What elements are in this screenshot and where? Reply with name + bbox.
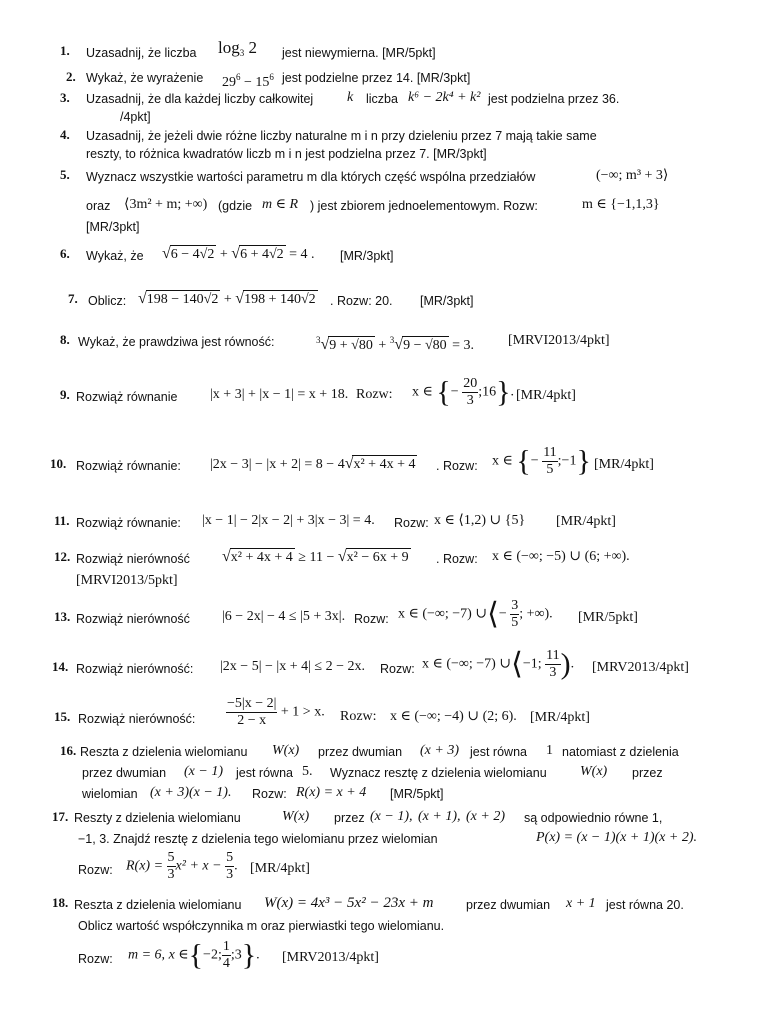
rozw-label: . Rozw:: [436, 459, 478, 473]
problem-text-c: jest równa: [470, 745, 527, 759]
math-log: $\log_3 2$: [218, 38, 257, 58]
problem-number: 16.: [60, 743, 77, 758]
math-poly: W(x): [282, 809, 310, 824]
points-tag: [MR/3pkt]: [86, 220, 140, 234]
problem-text: Wykaż, że prawdziwa jest równość:: [78, 335, 275, 349]
points-tag: [MR/3pkt]: [340, 249, 394, 263]
answer: x ∈ (−∞; −7) ∪⟨−1; $\frac{11}{3}$ ).: [422, 647, 575, 681]
problem-text-b: przez: [334, 811, 365, 825]
math-inequality: √x² + 4x + 4 ≥ 11 − √x² − 6x + 9: [222, 548, 409, 565]
problem-number: 13.: [54, 609, 71, 624]
problem-text: Reszta z dzielenia wielomianu: [80, 745, 248, 759]
math-condition: m ∈ R: [262, 197, 299, 212]
math-poly-2: W(x): [580, 764, 608, 779]
problem-text-2: jest niewymierna. [MR/5pkt]: [282, 46, 436, 60]
problem-text-2: liczba: [366, 92, 398, 106]
problem-number: 3.: [60, 90, 70, 105]
points-tag: [MR/4pkt]: [516, 388, 576, 403]
math-divisor-3: (x + 3)(x − 1).: [150, 785, 232, 800]
answer: m ∈ {−1,1,3}: [582, 197, 660, 212]
problem-number: 17.: [52, 809, 69, 824]
answer: x ∈ (−∞; −7) ∪⟨− $\frac{3}{5}$ ; +∞).: [398, 597, 553, 631]
problem-number: 11.: [54, 513, 70, 528]
problem-text-3a: wielomian: [82, 787, 138, 801]
problem-text: Uzasadnij, że jeżeli dwie różne liczby naturalne m i n przy dzieleniu przez 7 mają takie same: [86, 129, 597, 143]
points-tag: [MRVI2013/5pkt]: [76, 573, 178, 588]
math-var: k: [347, 90, 354, 105]
problem-number: 14.: [52, 659, 69, 674]
problem-text: Rozwiąż równanie:: [76, 459, 181, 473]
math-divisor-1: (x − 1),: [370, 809, 413, 824]
problem-text-3: (gdzie: [218, 199, 253, 213]
rozw-label: Rozw:: [78, 863, 113, 877]
problem-text-2: reszty, to różnica kwadratów liczb m i n jest podzielna przez 7. [MR/3pkt]: [86, 147, 487, 161]
problem-text-b: przez dwumian: [466, 898, 551, 912]
points-tag: /4pkt]: [120, 110, 151, 124]
points-tag: [MR/4pkt]: [530, 710, 590, 725]
points-tag: [MR/4pkt]: [594, 457, 654, 472]
problem-number: 10.: [50, 456, 67, 471]
rozw-label: Rozw:: [252, 787, 287, 801]
problem-text-2a: przez dwumian: [82, 766, 167, 780]
math-divisor-3: (x + 2): [466, 809, 505, 824]
problem-number: 12.: [54, 549, 71, 564]
math-value-2: 5.: [302, 764, 313, 779]
answer: R(x) = x + 4: [296, 785, 367, 800]
points-tag: [MRV2013/4pkt]: [282, 950, 379, 965]
answer: x ∈ (−∞; −5) ∪ (6; +∞).: [492, 549, 630, 564]
math-interval-2: ⟨3m² + m; +∞): [124, 197, 208, 212]
points-tag: [MR/4pkt]: [556, 514, 616, 529]
rozw-label: Rozw:: [394, 516, 429, 530]
points-tag: [MR/5pkt]: [578, 610, 638, 625]
points-tag: [MRV2013/4pkt]: [592, 660, 689, 675]
math-divisor: x + 1: [566, 896, 596, 911]
rozw-label: Rozw:: [354, 612, 389, 626]
problem-text-2c: Wyznacz resztę z dzielenia wielomianu: [330, 766, 547, 780]
rozw-label: Rozw:: [78, 952, 113, 966]
problem-text: Rozwiąż nierówność:: [78, 712, 196, 726]
math-inequality: |2x − 5| − |x + 4| ≤ 2 − 2x.: [220, 659, 365, 674]
problem-number: 4.: [60, 127, 70, 142]
points-tag: [MRVI2013/4pkt]: [508, 333, 610, 348]
math-expression: $^3$√9 + √80 + $^3$√9 − √80 = 3.: [316, 335, 475, 353]
points-tag: [MR/4pkt]: [250, 861, 310, 876]
math-interval: (−∞; m³ + 3⟩: [596, 168, 669, 183]
math-divisor: (x + 3): [420, 743, 459, 758]
answer: m = 6, x ∈{−2; $\frac{1}{4}$ ;3}.: [128, 938, 260, 972]
problem-number: 8.: [60, 332, 70, 347]
answer: x ∈ {− $\frac{11}{5}$ ;−1}: [492, 444, 591, 478]
problem-number: 18.: [52, 895, 69, 910]
problem-text-4: ) jest zbiorem jednoelementowym. Rozw:: [310, 199, 538, 213]
math-divisor-2: (x − 1): [184, 764, 223, 779]
problem-text-2b: jest równa: [236, 766, 293, 780]
problem-text: Reszty z dzielenia wielomianu: [74, 811, 241, 825]
math-expression: √198 − 140√2 + √198 + 140√2: [138, 290, 316, 307]
math-inequality: $\frac{-5|x - 2|}{2 - x}$ + 1 > x.: [227, 696, 325, 728]
math-equation: |x + 3| + |x − 1| = x + 18.: [210, 387, 349, 402]
problem-text: Wykaż, że wyrażenie: [86, 71, 204, 85]
answer: x ∈ {− $\frac{20}{3}$ ;16}.: [412, 375, 514, 409]
math-divisor-2: (x + 1),: [418, 809, 461, 824]
problem-text: Rozwiąż równanie:: [76, 516, 181, 530]
problem-text: Rozwiąż nierówność:: [76, 662, 194, 676]
math-equation: |x − 1| − 2|x − 2| + 3|x − 3| = 4.: [202, 513, 375, 528]
math-equation: |2x − 3| − |x + 2| = 8 − 4√x² + 4x + 4: [210, 455, 416, 472]
problem-text: Rozwiąż równanie: [76, 390, 178, 404]
math-inequality: |6 − 2x| − 4 ≤ |5 + 3x|.: [222, 609, 346, 624]
problem-text-b: przez dwumian: [318, 745, 403, 759]
problem-text: Reszta z dzielenia wielomianu: [74, 898, 242, 912]
problem-number: 6.: [60, 246, 70, 261]
answer: x ∈ ⟨1,2) ∪ {5}: [434, 513, 526, 528]
problem-text: Uzasadnij, że liczba: [86, 46, 197, 60]
math-value: 1: [546, 743, 553, 758]
problem-text: Rozwiąż nierówność: [76, 612, 190, 626]
problem-text-d: natomiast z dzielenia: [562, 745, 679, 759]
math-expression: $29^6 - 15^6$: [222, 72, 274, 90]
problem-text: Rozwiąż nierówność: [76, 552, 190, 566]
problem-number: 7.: [68, 291, 78, 306]
problem-text-2: −1, 3. Znajdź resztę z dzielenia tego wielomianu przez wielomian: [78, 832, 438, 846]
problem-number: 15.: [54, 709, 71, 724]
problem-text-c: są odpowiednio równe 1,: [524, 811, 663, 825]
problem-text-2: oraz: [86, 199, 111, 213]
math-poly: W(x) = 4x³ − 5x² − 23x + m: [264, 895, 434, 911]
problem-text: Wykaż, że: [86, 249, 144, 263]
problem-text: Uzasadnij, że dla każdej liczby całkowitej: [86, 92, 314, 106]
problem-text-3: jest podzielna przez 36.: [488, 92, 620, 106]
rozw-label: Rozw:: [380, 662, 415, 676]
math-expression: k⁶ − 2k⁴ + k²: [408, 90, 481, 105]
problem-number: 9.: [60, 387, 70, 402]
problem-text-2d: przez: [632, 766, 663, 780]
problem-number: 2.: [66, 69, 76, 84]
problem-text: Wyznacz wszystkie wartości parametru m dla których część wspólna przedziałów: [86, 170, 536, 184]
points-tag: [MR/5pkt]: [390, 787, 444, 801]
problem-number: 1.: [60, 43, 70, 58]
answer: R(x) = $\frac{5}{3}$ x² + x − $\frac{5}{3}$ .: [126, 850, 238, 882]
problem-number: 5.: [60, 167, 70, 182]
problem-text-2: jest podzielne przez 14. [MR/3pkt]: [282, 71, 471, 85]
problem-text-c: jest równa 20.: [606, 898, 684, 912]
points-tag: [MR/3pkt]: [420, 294, 474, 308]
problem-text-2: . Rozw: 20.: [330, 294, 393, 308]
math-expression: √6 − 4√2 + √6 + 4√2 = 4 .: [162, 245, 315, 262]
rozw-label: Rozw:: [356, 387, 393, 402]
problem-text: Oblicz:: [88, 294, 127, 308]
rozw-label: . Rozw:: [436, 552, 478, 566]
math-poly: W(x): [272, 743, 300, 758]
answer: x ∈ (−∞; −4) ∪ (2; 6).: [390, 709, 517, 724]
rozw-label: Rozw:: [340, 709, 377, 724]
math-polynomial-P: P(x) = (x − 1)(x + 1)(x + 2).: [536, 830, 697, 845]
problem-text-2: Oblicz wartość współczynnika m oraz pierwiastki tego wielomianu.: [78, 919, 445, 933]
